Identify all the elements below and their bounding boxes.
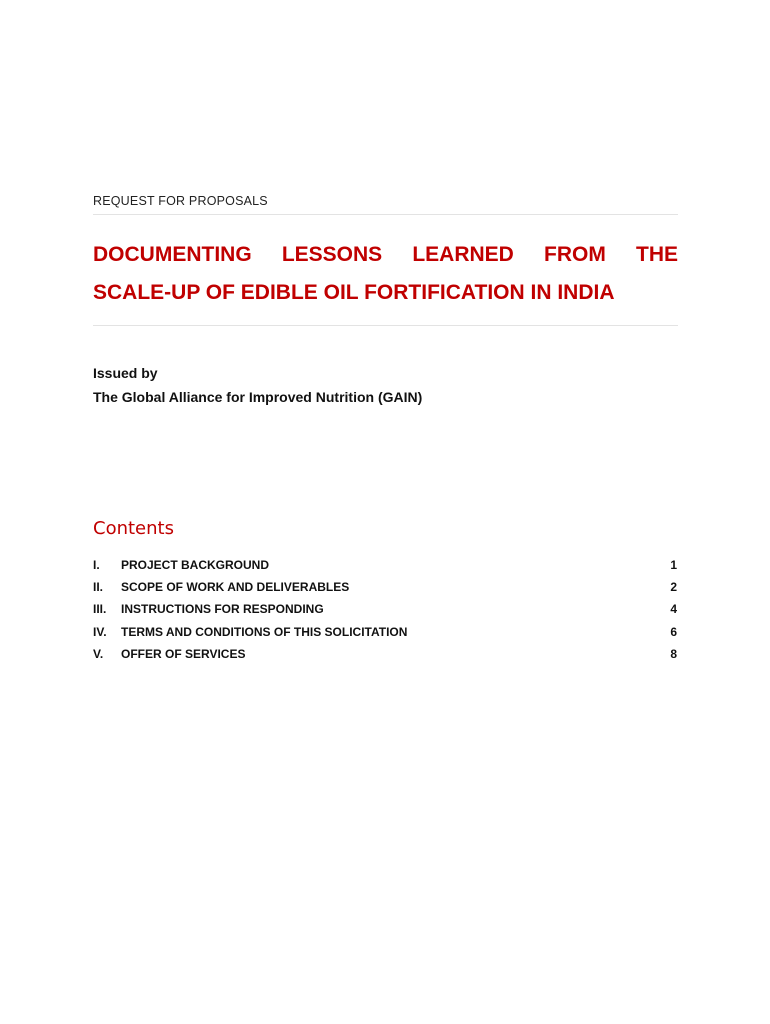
- toc-item-page: 1: [670, 558, 677, 572]
- toc-item-label: PROJECT BACKGROUND: [121, 558, 270, 572]
- toc-item-page: 2: [670, 580, 677, 595]
- toc-item[interactable]: [93, 624, 677, 646]
- toc-item-page: 8: [670, 646, 677, 661]
- issuer-name: The Global Alliance for Improved Nutrition (GAIN): [93, 389, 423, 405]
- title-bottom-rule: [93, 325, 678, 326]
- toc-item-label: INSTRUCTIONS FOR RESPONDING: [121, 602, 324, 617]
- toc-item[interactable]: [93, 601, 677, 623]
- toc-item-number: V.: [93, 646, 104, 661]
- document-title-line-1: DOCUMENTING LESSONS LEARNED FROM THE: [93, 243, 678, 266]
- issued-by-label: Issued by: [93, 365, 158, 381]
- document-type: REQUEST FOR PROPOSALS: [93, 194, 268, 208]
- toc-item[interactable]: [93, 557, 677, 579]
- document-title-line-2: SCALE-UP OF EDIBLE OIL FORTIFICATION IN INDIA: [93, 281, 615, 304]
- title-top-rule: [93, 214, 678, 215]
- toc-item-number: III.: [93, 602, 107, 617]
- contents-heading: Contents: [93, 518, 174, 539]
- toc-item[interactable]: [93, 646, 677, 668]
- toc-item-label: OFFER OF SERVICES: [121, 646, 246, 661]
- toc-item-number: I.: [93, 558, 100, 572]
- toc-item-number: IV.: [93, 624, 107, 639]
- toc-item-label: TERMS AND CONDITIONS OF THIS SOLICITATION: [121, 624, 408, 639]
- toc-item-label: SCOPE OF WORK AND DELIVERABLES: [121, 580, 350, 595]
- toc-item-number: II.: [93, 580, 104, 595]
- toc-item[interactable]: [93, 579, 677, 601]
- table-of-contents: [93, 557, 677, 668]
- toc-item-page: 6: [670, 624, 677, 639]
- toc-item-page: 4: [670, 602, 677, 617]
